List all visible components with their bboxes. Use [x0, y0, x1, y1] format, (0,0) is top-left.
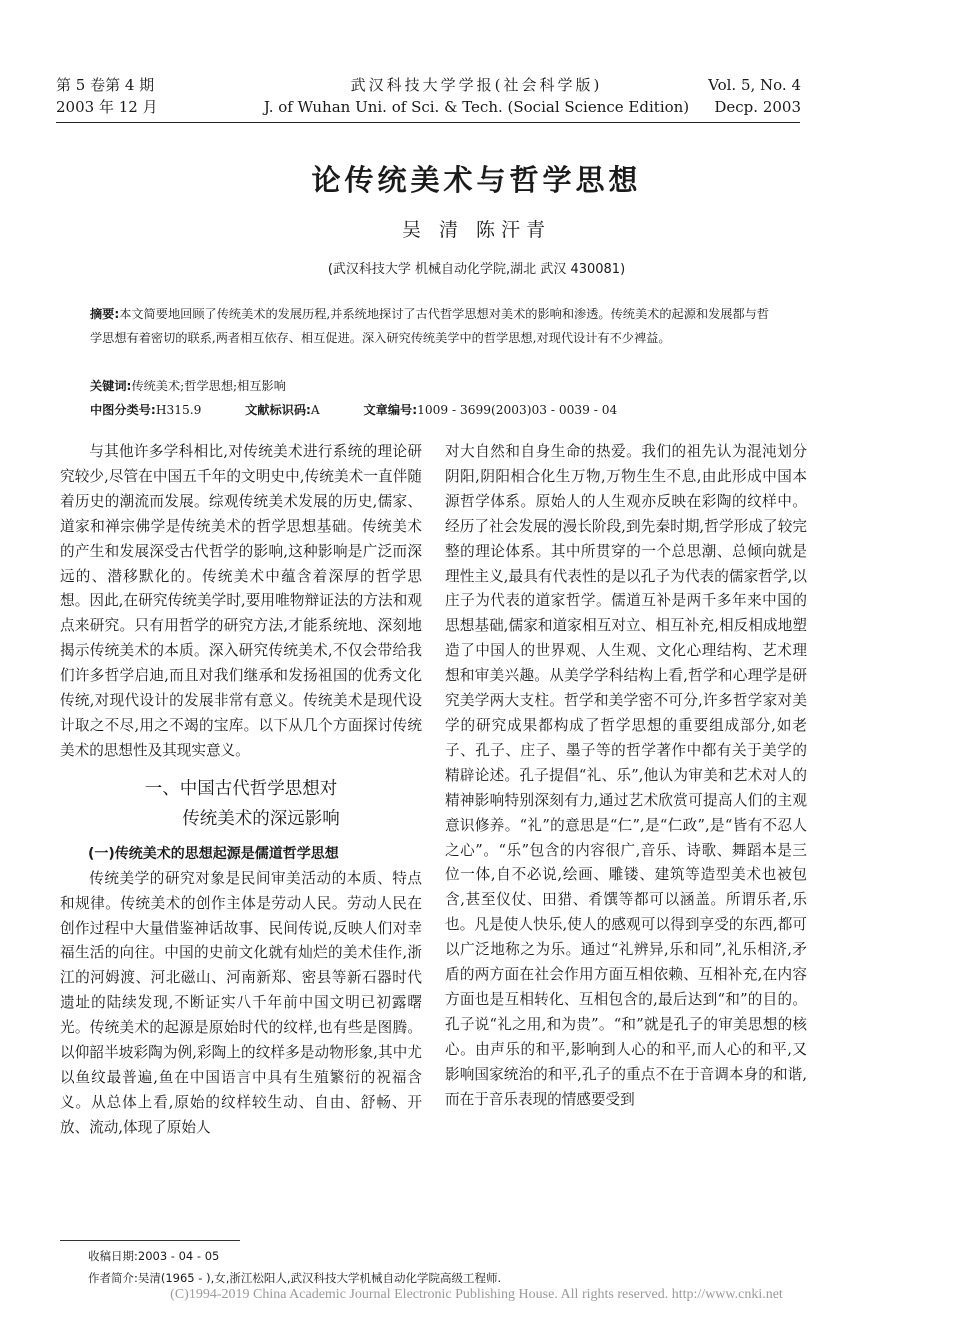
left-column	[60, 440, 422, 1141]
keywords-label: 关键词:	[90, 379, 132, 393]
journal-name-en: J. of Wuhan Uni. of Sci. & Tech. (Social Science Edition)	[263, 98, 690, 116]
volume-cn: 第 5 卷第 4 期	[56, 76, 155, 94]
keywords	[90, 374, 770, 398]
right-column	[445, 440, 807, 1112]
abstract-text: 本文简要地回顾了传统美术的发展历程,并系统地探讨了古代哲学思想对美术的影响和渗透。传统美术的起源和发展都与哲学思想有着密切的联系,两者相互依存、相互促进。深入研究传统美学中的哲学思想,对现代设计有不少裨益。	[90, 307, 770, 345]
section-heading-line1: 一、中国古代哲学思想对	[144, 778, 338, 799]
article-title: 论传统美术与哲学思想	[311, 163, 642, 197]
section-heading	[60, 774, 422, 834]
subsection-heading: (一)传统美术的思想起源是儒道哲学思想	[88, 845, 339, 862]
classification-row	[90, 398, 770, 422]
date-cn: 2003 年 12 月	[56, 98, 158, 116]
journal-name-cn: 武汉科技大学学报(社会科学版)	[350, 76, 603, 94]
date-en: Decp. 2003	[714, 98, 801, 116]
section-heading-line2: 传统美术的深远影响	[182, 808, 340, 829]
author-bio: 作者简介:吴清(1965 - ),女,浙江松阳人,武汉科技大学机械自动化学院高级工程师.	[88, 1271, 502, 1285]
issue-info-cn	[56, 74, 158, 118]
intro-paragraph: 与其他许多学科相比,对传统美术进行系统的理论研究较少,尽管在中国五千年的文明史中,传统美术一直伴随着历史的潮流而发展。综观传统美术发展的历史,儒家、道家和禅宗佛学是传统美术的哲学思想基础。传统美术的产生和发展深受古代哲学的影响,这种影响是广泛而深远的、潜移默化的。传统美术中蕴含着深厚的哲学思想。因此,在研究传统美学时,要用唯物辩证法的方法和观点来研究。只有用哲学的研究方法,才能系统地、深刻地揭示传统美术的本质。深入研究传统美术,不仅会带给我们许多哲学启迪,而且对我们继承和发扬祖国的优秀文化传统,对现代设计的发展非常有意义。传统美术是现代设计取之不尽,用之不竭的宝库。以下从几个方面探讨传统美术的思想性及其现实意义。	[60, 443, 422, 759]
doc-code-label: 文献标识码:	[245, 403, 311, 417]
received-date: 收稿日期:2003 - 04 - 05	[88, 1249, 220, 1263]
footnote-rule	[60, 1240, 240, 1241]
volume-en: Vol. 5, No. 4	[708, 76, 801, 94]
doc-code-value: A	[310, 403, 320, 417]
copyright-watermark: (C)1994-2019 China Academic Journal Electronic Publishing House. All rights reserved. http://www.cnki.net	[170, 1287, 783, 1302]
abstract-label: 摘要:	[90, 307, 120, 321]
authors: 吴 清 陈汗青	[401, 219, 552, 241]
body-paragraph-continued: 对大自然和自身生命的热爱。我们的祖先认为混沌划分阴阳,阴阳相合化生万物,万物生生不息,由此形成中国本源哲学体系。原始人的人生观亦反映在彩陶的纹样中。经历了社会发展的漫长阶段,到先秦时期,哲学形成了较完整的理论体系。其中所贯穿的一个总思潮、总倾向就是理性主义,最具有代表性的是以孔子为代表的儒家哲学,以庄子为代表的道家哲学。儒道互补是两千多年来中国的思想基础,儒家和道家相互对立、相互补充,相反相成地塑造了中国人的世界观、人生观、文化心理结构、艺术理想和审美兴趣。从美学学科结构上看,哲学和心理学是研究美学两大支柱。哲学和美学密不可分,许多哲学家对美学的研究成果都构成了哲学思想的重要组成部分,如老子、孔子、庄子、墨子等的哲学著作中都有关于美学的精辟论述。孔子提倡“礼、乐”,他认为审美和艺术对人的精神影响特别深刻有力,通过艺术欣赏可提高人们的主观意识修养。“礼”的意思是“仁”,是“仁政”,是“皆有不忍人之心”。“乐”包含的内容很广,音乐、诗歌、舞蹈本是三位一体,自不必说,绘画、雕镂、建筑等造型美术也被包含,甚至仪仗、田猎、肴馔等都可以涵盖。所谓乐者,乐也。凡是使人快乐,使人的感观可以得到享受的东西,都可以广泛地称之为乐。通过“礼辨异,乐和同”,礼乐相济,矛盾的两方面在社会作用方面互相依赖、互相补充,在内容方面也是互相转化、互相包含的,最后达到“和”的目的。孔子说“礼之用,和为贵”。“和”就是孔子的审美思想的核心。由声乐的和平,影响到人心的和平,而人心的和平,又影响国家统治的和平,孔子的重点不在于音调本身的和谐,而在于音乐表现的情感要受到	[445, 443, 807, 1108]
header-rule	[56, 122, 800, 123]
affiliation: (武汉科技大学 机械自动化学院,湖北 武汉 430081)	[327, 262, 626, 277]
journal-name	[200, 74, 753, 118]
keywords-text: 传统美术;哲学思想;相互影响	[131, 379, 286, 393]
clc-value: H315.9	[155, 403, 202, 417]
article-number-value: 1009 - 3699(2003)03 - 0039 - 04	[417, 403, 618, 417]
article-number-label: 文章编号:	[363, 403, 418, 417]
clc-label: 中图分类号:	[90, 403, 156, 417]
abstract	[90, 302, 770, 350]
body-paragraph: 传统美学的研究对象是民间审美活动的本质、特点和规律。传统美术的创作主体是劳动人民。劳动人民在创作过程中大量借鉴神话故事、民间传说,反映人们对幸福生活的向往。中国的史前文化就有灿烂的美术佳作,浙江的河姆渡、河北磁山、河南新郑、密县等新石器时代遗址的陆续发现,不断证实八千年前中国文明已初露曙光。传统美术的起源是原始时代的纹样,也有些是图腾。以仰韶半坡彩陶为例,彩陶上的纹样多是动物形象,其中尤以鱼纹最普遍,鱼在中国语言中具有生殖繁衍的祝福含义。从总体上看,原始的纹样较生动、自由、舒畅、开放、流动,体现了原始人	[60, 869, 422, 1136]
